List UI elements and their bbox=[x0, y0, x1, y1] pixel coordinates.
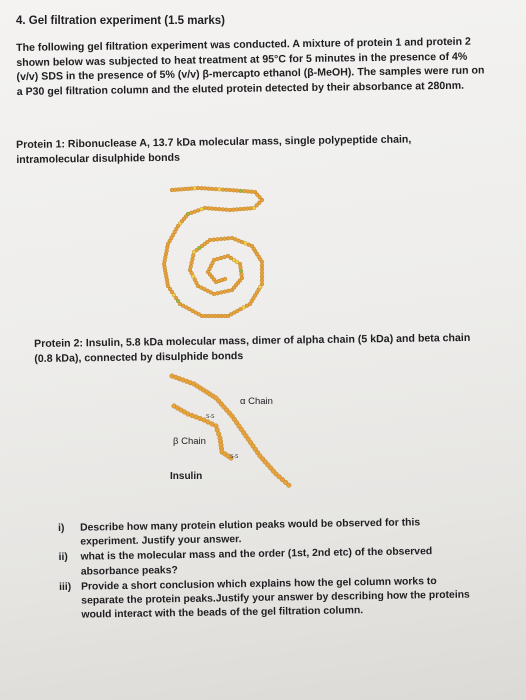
question-text: Describe how many protein elution peaks would be observed for this experiment. Justify your answer. bbox=[80, 517, 421, 548]
bead bbox=[207, 206, 211, 210]
bead bbox=[260, 275, 264, 279]
bead bbox=[246, 190, 250, 194]
experiment-description: The following gel filtration experiment was conducted. A mixture of protein 1 and protein 2 shown below was subjected to heat treatment at 95°C for 5 minutes in the presence of 4% (v/v) SDS in the presence of 5% (v/v) β-mercapto ethanol (β-MeOH). The samples were run on a P30 gel filtration column and the eluted protein detected by their absorbance at 280nm. bbox=[16, 35, 485, 98]
question-number: ii) bbox=[58, 552, 68, 564]
bead bbox=[221, 188, 225, 192]
bead bbox=[226, 236, 230, 240]
bead bbox=[210, 187, 214, 191]
bead bbox=[214, 207, 218, 211]
question-number: i) bbox=[58, 522, 65, 534]
bead bbox=[239, 266, 243, 270]
question-text: Provide a short conclusion which explains how the gel column works to separate the protein peaks.Justify your answer by describing how the proteins would interact with the beads of the gel filtration column. bbox=[80, 575, 470, 621]
bead bbox=[223, 290, 227, 294]
bead bbox=[216, 291, 220, 295]
protein1-description: Protein 1: Ribonuclease A, 13.7 kDa molecular mass, single polypeptide chain, intramolecular disulphide bonds bbox=[16, 133, 412, 166]
bead bbox=[221, 208, 225, 212]
bead bbox=[223, 237, 227, 241]
bead bbox=[240, 276, 244, 280]
bead bbox=[239, 269, 243, 273]
bead bbox=[217, 207, 221, 211]
bead bbox=[207, 187, 211, 191]
question-title: 4. Gel filtration experiment (1.5 marks) bbox=[16, 15, 225, 27]
alpha-chain-label: α Chain bbox=[240, 396, 273, 407]
protein2-description: Protein 2: Insulin, 5.8 kDa molecular mass, dimer of alpha chain (5 kDa) and beta chain (0.8 kDa), connected by disulphide bonds bbox=[34, 331, 471, 365]
bead bbox=[163, 255, 167, 259]
bead bbox=[225, 208, 229, 212]
bead bbox=[210, 207, 214, 211]
bead bbox=[260, 271, 264, 275]
bead bbox=[212, 292, 216, 296]
beta-chain-label: β Chain bbox=[173, 436, 206, 447]
bead bbox=[203, 187, 207, 191]
bead bbox=[217, 187, 221, 191]
bead bbox=[242, 189, 246, 193]
bead bbox=[249, 206, 253, 210]
bead bbox=[235, 189, 239, 193]
bead bbox=[225, 188, 229, 192]
bead bbox=[165, 245, 169, 249]
bead bbox=[200, 186, 204, 190]
bead bbox=[250, 190, 254, 194]
bead bbox=[191, 254, 195, 258]
bead bbox=[192, 250, 196, 254]
ribonuclease-bead-chain bbox=[162, 186, 264, 318]
disulfide-label-1: S-S bbox=[206, 414, 215, 420]
bead bbox=[212, 238, 216, 242]
bead bbox=[223, 277, 227, 281]
bead bbox=[260, 264, 264, 268]
bead bbox=[219, 237, 223, 241]
bead bbox=[240, 273, 244, 277]
insulin-label: Insulin bbox=[170, 471, 203, 482]
bead bbox=[239, 189, 243, 193]
bead bbox=[214, 187, 218, 191]
bead bbox=[191, 257, 195, 261]
bead bbox=[219, 291, 223, 295]
bead bbox=[235, 208, 239, 212]
bead bbox=[219, 256, 223, 260]
bead bbox=[196, 186, 200, 190]
ribonuclease-diagram bbox=[150, 182, 280, 332]
question-list bbox=[58, 515, 480, 624]
bead bbox=[228, 188, 232, 192]
bead bbox=[215, 237, 219, 241]
bead bbox=[230, 236, 234, 240]
bead bbox=[260, 267, 264, 271]
bead bbox=[216, 257, 220, 261]
bead bbox=[226, 254, 230, 258]
bead bbox=[189, 265, 193, 269]
bead bbox=[223, 255, 227, 259]
bead bbox=[232, 188, 236, 192]
bead bbox=[190, 261, 194, 265]
question-item-3 bbox=[59, 574, 480, 623]
bead bbox=[260, 282, 264, 286]
bead bbox=[228, 208, 232, 212]
question-number: iii) bbox=[58, 581, 72, 593]
bead bbox=[260, 278, 264, 282]
bead bbox=[287, 483, 292, 488]
bead bbox=[227, 289, 231, 293]
disulfide-label-2: S-S bbox=[230, 454, 239, 460]
question-text: what is the molecular mass and the order (1st, 2nd etc) of the observed absorbance peaks? bbox=[80, 546, 433, 578]
